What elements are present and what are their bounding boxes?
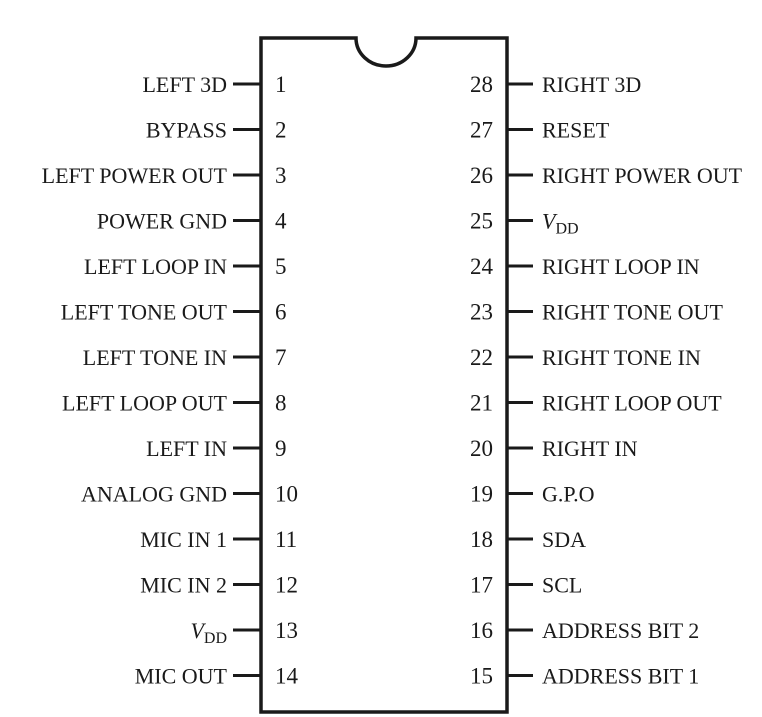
right-pin-17-label: SCL (542, 572, 583, 598)
left-pin-1-number: 1 (275, 72, 287, 97)
left-pin-2 (146, 118, 287, 143)
left-pin-7-number: 7 (275, 345, 287, 370)
left-pin-6-number: 6 (275, 299, 287, 325)
left-pin-9 (146, 436, 286, 461)
left-pin-10 (81, 482, 298, 507)
right-pin-list (470, 72, 743, 689)
right-pin-20-number: 20 (470, 436, 493, 461)
right-pin-25 (470, 209, 579, 238)
right-pin-20 (470, 436, 638, 461)
left-pin-13 (190, 618, 298, 647)
right-pin-27 (470, 118, 610, 143)
left-pin-8 (62, 391, 287, 416)
left-pin-4-number: 4 (275, 208, 287, 234)
left-pin-7-label: LEFT TONE IN (82, 345, 227, 370)
right-pin-27-number: 27 (470, 117, 493, 143)
right-pin-24 (470, 254, 700, 279)
right-pin-28-label: RIGHT 3D (542, 72, 642, 97)
left-pin-5-number: 5 (275, 254, 287, 279)
left-pin-3-number: 3 (275, 163, 287, 188)
right-pin-25-label-symbol: V (542, 208, 556, 234)
left-pin-10-number: 10 (275, 481, 298, 507)
right-pin-18-label: SDA (542, 527, 587, 552)
right-pin-24-label: RIGHT LOOP IN (542, 254, 700, 279)
left-pin-5 (84, 254, 287, 279)
left-pin-1-label: LEFT 3D (142, 72, 227, 97)
right-pin-19 (470, 482, 595, 507)
left-pin-14-number: 14 (275, 663, 298, 689)
left-pin-3-label: LEFT POWER OUT (41, 163, 227, 188)
left-pin-13-label-symbol: V (190, 618, 204, 643)
left-pin-11 (140, 527, 297, 552)
right-pin-27-label: RESET (542, 117, 610, 143)
left-pin-13-number: 13 (275, 618, 298, 643)
left-pin-2-number: 2 (275, 117, 287, 143)
left-pin-13-label-subscript: DD (203, 630, 227, 647)
right-pin-23-label: RIGHT TONE OUT (542, 299, 723, 325)
left-pin-1 (142, 72, 286, 97)
left-pin-11-label: MIC IN 1 (140, 527, 227, 552)
right-pin-22-label: RIGHT TONE IN (542, 345, 701, 370)
right-pin-17-number: 17 (470, 572, 493, 598)
right-pin-25-label (542, 209, 579, 238)
left-pin-13-label (190, 618, 227, 647)
right-pin-26-number: 26 (470, 163, 493, 188)
right-pin-23-number: 23 (470, 299, 493, 325)
right-pin-16-label: ADDRESS BIT 2 (542, 618, 700, 643)
left-pin-14 (135, 664, 299, 689)
right-pin-25-number: 25 (470, 208, 493, 234)
left-pin-6-label: LEFT TONE OUT (60, 299, 227, 325)
right-pin-22-number: 22 (470, 345, 493, 370)
right-pin-24-number: 24 (470, 254, 493, 279)
left-pin-4-label: POWER GND (96, 208, 227, 234)
right-pin-21-number: 21 (470, 390, 493, 416)
left-pin-4 (97, 209, 287, 234)
right-pin-16 (470, 618, 699, 643)
left-pin-10-label: ANALOG GND (80, 481, 227, 507)
left-pin-7 (83, 345, 287, 370)
right-pin-26 (470, 163, 743, 188)
left-pin-12 (140, 573, 298, 598)
right-pin-20-label: RIGHT IN (542, 436, 638, 461)
right-pin-17 (470, 573, 582, 598)
left-pin-3 (42, 163, 287, 188)
right-pin-15-label: ADDRESS BIT 1 (542, 663, 700, 689)
right-pin-18 (470, 527, 586, 552)
right-pin-19-label: G.P.O (542, 481, 595, 507)
left-pin-12-number: 12 (275, 572, 298, 598)
right-pin-22 (470, 345, 701, 370)
left-pin-8-number: 8 (275, 390, 287, 416)
left-pin-2-label: BYPASS (145, 117, 227, 143)
left-pin-6 (61, 300, 287, 325)
left-pin-9-label: LEFT IN (146, 436, 227, 461)
left-pin-14-label: MIC OUT (134, 663, 227, 689)
right-pin-15 (470, 664, 699, 689)
right-pin-18-number: 18 (470, 527, 493, 552)
left-pin-8-label: LEFT LOOP OUT (62, 390, 227, 416)
left-pin-12-label: MIC IN 2 (140, 572, 227, 598)
right-pin-15-number: 15 (470, 663, 493, 689)
right-pin-21-label: RIGHT LOOP OUT (542, 390, 722, 416)
left-pin-9-number: 9 (275, 436, 287, 461)
left-pin-5-label: LEFT LOOP IN (84, 254, 227, 279)
left-pin-11-number: 11 (275, 527, 298, 552)
right-pin-19-number: 19 (470, 481, 493, 507)
right-pin-28-number: 28 (470, 72, 493, 97)
right-pin-26-label: RIGHT POWER OUT (542, 163, 743, 188)
right-pin-16-number: 16 (470, 618, 493, 643)
right-pin-28 (470, 72, 641, 97)
right-pin-25-label-subscript: DD (555, 220, 579, 238)
